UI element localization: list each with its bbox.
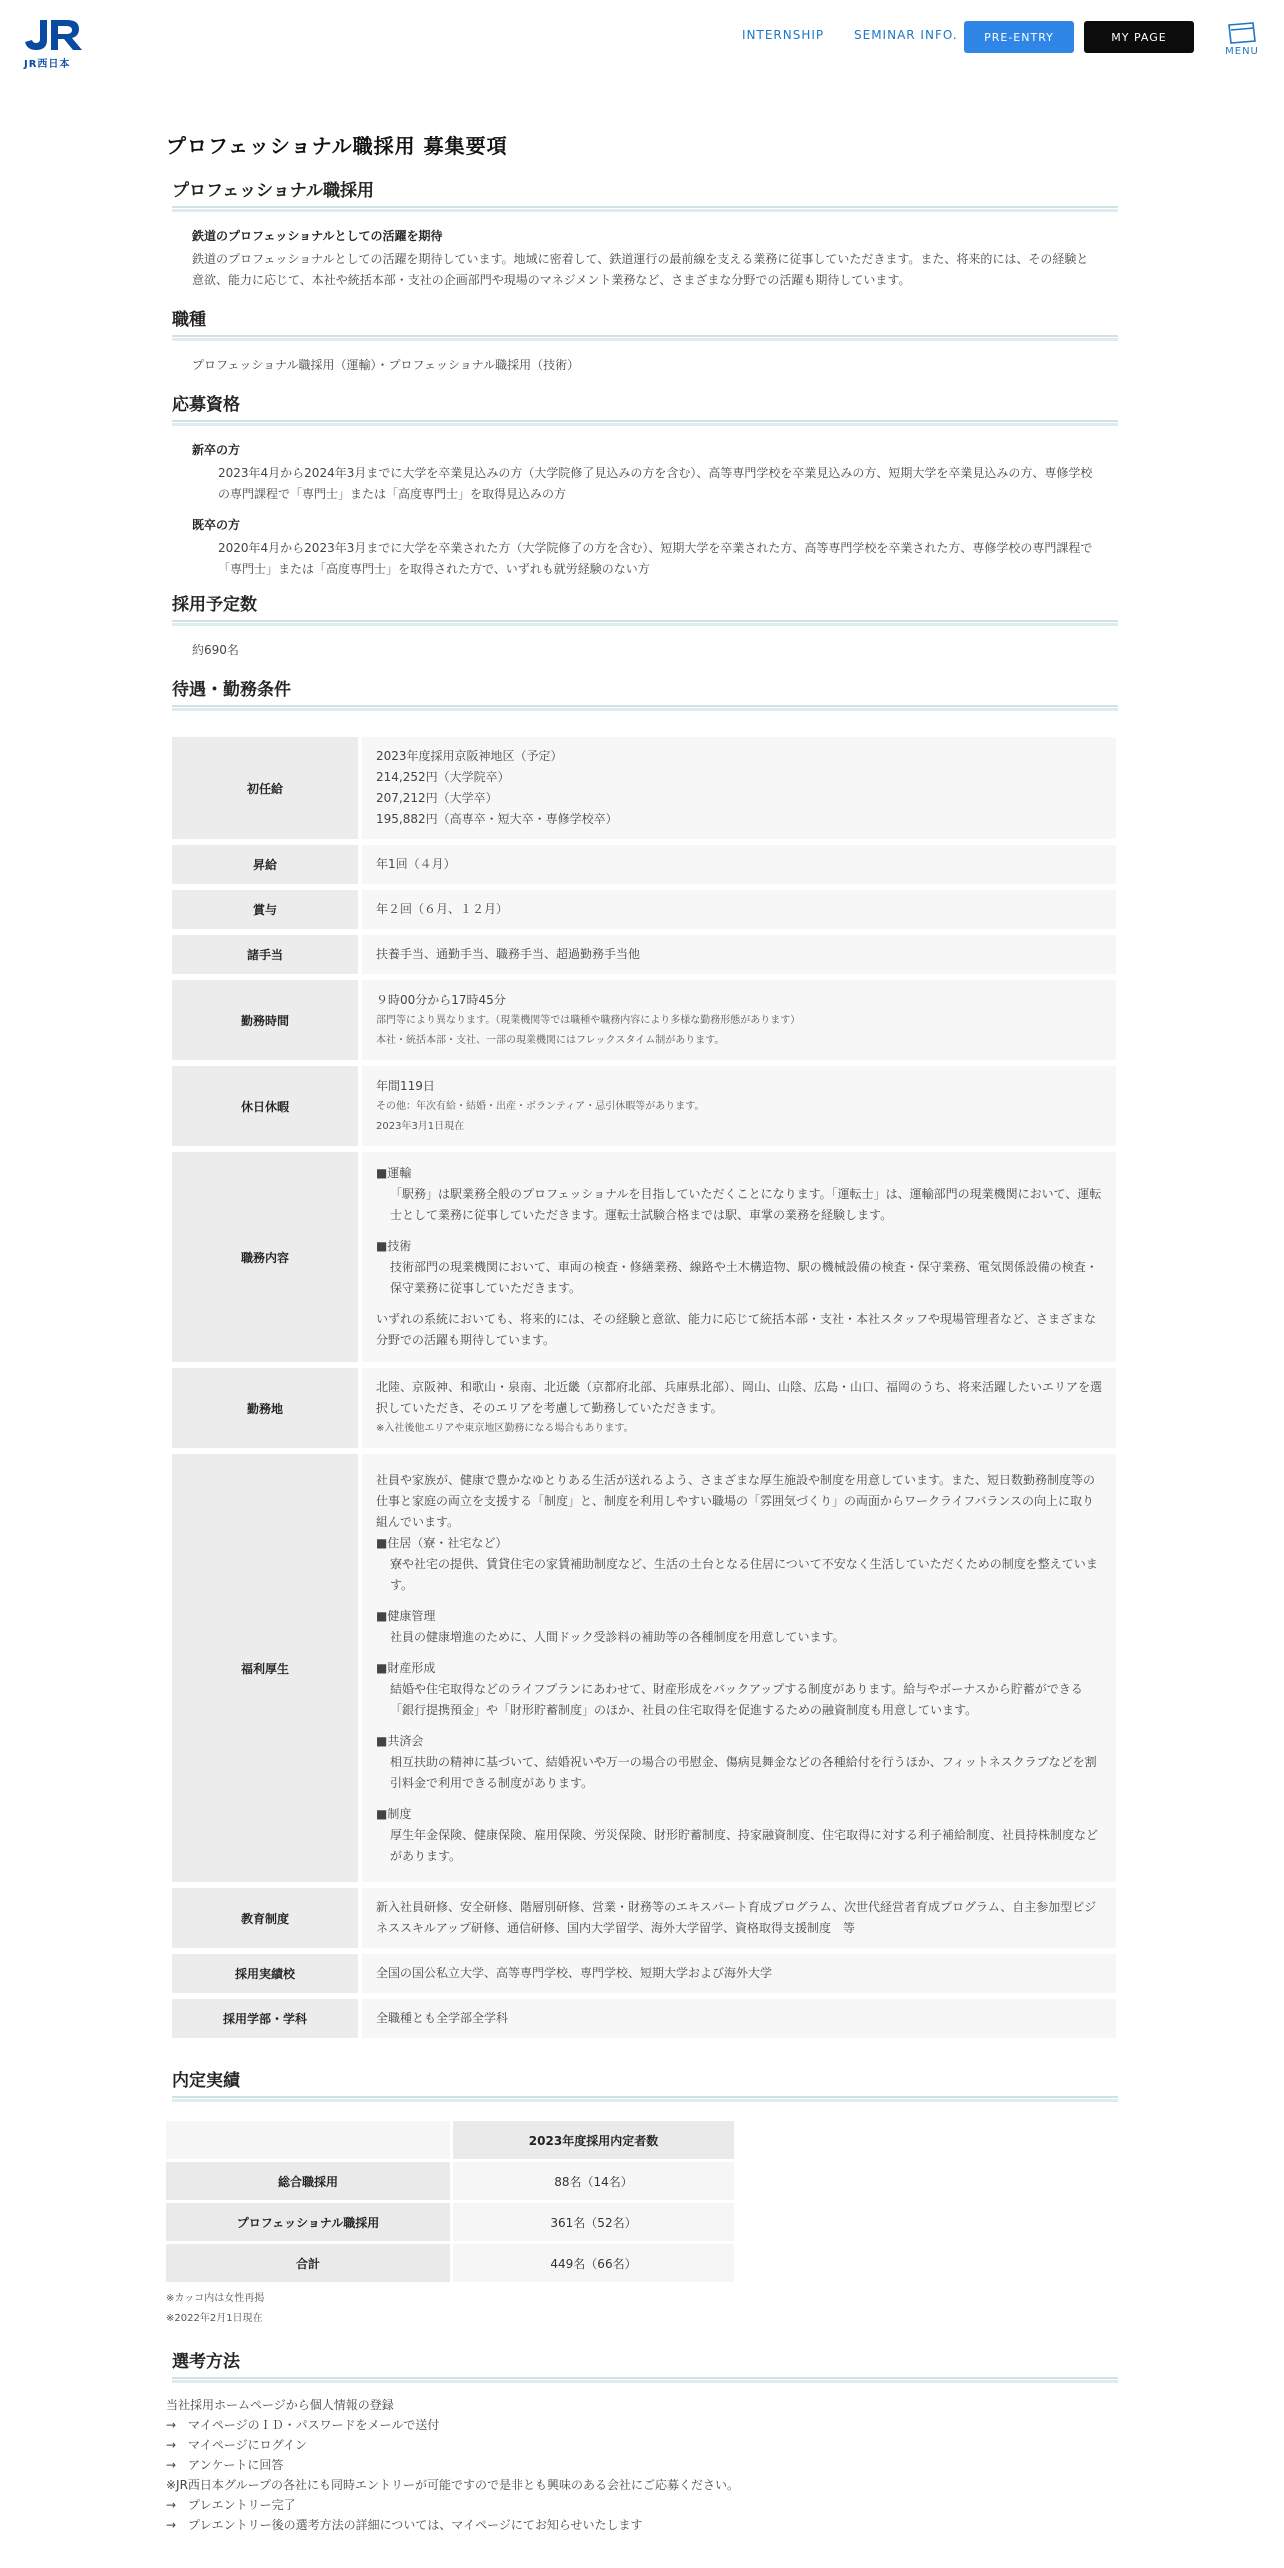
- row-label: 諸手当: [172, 935, 358, 974]
- holidays-note: 2023年3月1日現在: [376, 1120, 465, 1132]
- row-value: 扶養手当、通勤手当、職務手当、超過勤務手当他: [358, 935, 1116, 974]
- table-row: [172, 1066, 1116, 1146]
- row-label: 総合職採用: [166, 2162, 450, 2200]
- jr-logo-mark: [24, 18, 86, 52]
- row-label: 福利厚生: [172, 1454, 358, 1882]
- section-title-job-type: 職種: [172, 310, 206, 330]
- subheading: 鉄道のプロフェッショナルとしての活躍を期待: [192, 229, 443, 243]
- footnote: ※カッコ内は女性再掲: [166, 2293, 265, 2304]
- row-value: [358, 737, 1116, 839]
- duty-heading: ■運輸: [376, 1166, 412, 1180]
- section-conditions: [166, 675, 1118, 2044]
- welfare-heading: ■共済会: [376, 1733, 424, 1748]
- section-qualifications: [166, 390, 1118, 580]
- row-value: [358, 1066, 1116, 1146]
- welfare-heading: ■制度: [376, 1806, 412, 1821]
- table-row: [172, 1152, 1116, 1362]
- row-value: [358, 1454, 1116, 1882]
- section-hiring-count: [166, 590, 1118, 661]
- pay-line: 2023年度採用京阪神地区（予定）: [376, 749, 563, 763]
- subheading-new-grad: 新卒の方: [192, 443, 241, 457]
- table-row: [172, 1954, 1116, 1993]
- location-note: ※入社後他エリアや東京地区勤務になる場合もあります。: [376, 1423, 634, 1434]
- holidays-text: 年間119日: [376, 1078, 435, 1093]
- welfare-heading: ■住居（寮・社宅など）: [376, 1535, 508, 1550]
- menu-label: MENU: [1225, 46, 1259, 57]
- section-divider: [172, 705, 1118, 711]
- table-row: [166, 2162, 734, 2200]
- table-row: [166, 2244, 734, 2282]
- row-value: 449名（66名）: [450, 2244, 734, 2282]
- section-title-professional: プロフェッショナル職採用: [172, 181, 374, 201]
- section-selection: [166, 2347, 1118, 2535]
- new-grad-text: 2023年4月から2024年3月までに大学を卒業見込みの方（大学院修了見込みの方を含む）、高等専門学校を卒業見込みの方、短期大学を卒業見込みの方、専修学校の専門課程で「専門士」または「高度専門士」を取得見込みの方: [218, 466, 1093, 501]
- column-header: 2023年度採用内定者数: [450, 2121, 734, 2159]
- graduates-text: 2020年4月から2023年3月までに大学を卒業された方（大学院修了の方を含む）、短期大学を卒業された方、高等専門学校を卒業された方、専修学校の専門課程で「専門士」または「高度専門士」を取得された方で、いずれも就労経験のない方: [218, 541, 1093, 576]
- jr-west-logo[interactable]: [24, 18, 90, 70]
- row-label: 教育制度: [172, 1888, 358, 1948]
- table-row: [172, 845, 1116, 884]
- table-row: [172, 1368, 1116, 1448]
- list-item: → マイページのＩＤ・パスワードをメールで送付: [166, 2418, 440, 2432]
- welfare-intro: 社員や家族が、健康で豊かなゆとりある生活が送れるよう、さまざまな厚生施設や制度を用意しています。また、短日数勤務制度等の仕事と家庭の両立を支援する「制度」と、制度を利用しやすい職場の「雰囲気づくり」の両面からワークライフバランスの向上に取り組んでいます。: [376, 1472, 1096, 1529]
- holidays-note: その他：年次有給・結婚・出産・ボランティア・忌引休暇等があります。: [376, 1100, 705, 1112]
- section-divider: [172, 2096, 1118, 2102]
- subheading-graduates: 既卒の方: [192, 518, 241, 532]
- offers-table: [166, 2118, 734, 2285]
- duty-text: 「駅務」は駅業務全般のプロフェッショナルを目指していただくことになります。「運転士」は、運輸部門の現業機関において、運転士として業務に従事していただきます。運転士試験合格までは駅、車掌の業務を経験します。: [390, 1187, 1102, 1222]
- section-job-type: [166, 305, 1118, 376]
- row-value: 新入社員研修、安全研修、階層別研修、営業・財務等のエキスパート育成プログラム、次世代経営者育成プログラム、自主参加型ビジネススキルアップ研修、通信研修、国内大学留学、海外大学留学、資格取得支援制度 等: [358, 1888, 1116, 1948]
- section-title-conditions: 待遇・勤務条件: [172, 680, 291, 700]
- list-item: → アンケートに回答: [166, 2458, 284, 2472]
- section-divider: [172, 2377, 1118, 2383]
- row-label: プロフェッショナル職採用: [166, 2203, 450, 2241]
- list-item: → プレエントリー後の選考方法の詳細については、マイページにてお知らせいたします: [166, 2518, 643, 2532]
- table-header-row: [166, 2121, 734, 2159]
- table-row: [172, 935, 1116, 974]
- row-label: 勤務地: [172, 1368, 358, 1448]
- row-label: 採用実績校: [172, 1954, 358, 1993]
- section-text: 鉄道のプロフェッショナルとしての活躍を期待しています。地域に密着して、鉄道運行の最前線を支える業務に従事していただきます。また、将来的には、その経験と意欲、能力に応じて、本社や統括本部・支社の企画部門や現場のマネジメント業務など、さまざまな分野での活躍も期待しています。: [192, 252, 1089, 287]
- location-text: 北陸、京阪神、和歌山・泉南、北近畿（京都府北部、兵庫県北部）、岡山、山陰、広島・山口、福岡のうち、将来活躍したいエリアを選択していただき、そのエリアを考慮して勤務していただきます。: [376, 1380, 1103, 1415]
- row-value: 全職種とも全学部全学科: [358, 1999, 1116, 2038]
- welfare-text: 相互扶助の精神に基づいて、結婚祝いや万一の場合の弔慰金、傷病見舞金などの各種給付を行うほか、フィットネスクラブなどを割引料金で利用できる制度があります。: [390, 1754, 1097, 1790]
- row-label: 賞与: [172, 890, 358, 929]
- row-label: 職務内容: [172, 1152, 358, 1362]
- row-label: 勤務時間: [172, 980, 358, 1060]
- row-value: [358, 1368, 1116, 1448]
- duty-heading: ■技術: [376, 1239, 412, 1253]
- table-row: [172, 1454, 1116, 1882]
- welfare-text: 寮や社宅の提供、賃貸住宅の家賃補助制度など、生活の土台となる住居について不安なく生活していただくための制度を整えています。: [390, 1556, 1098, 1592]
- table-row: [172, 890, 1116, 929]
- section-title-selection: 選考方法: [172, 2352, 240, 2372]
- row-value: 年２回（６月、１２月）: [358, 890, 1116, 929]
- row-label: 昇給: [172, 845, 358, 884]
- welfare-text: 結婚や住宅取得などのライフプランにあわせて、財産形成をバックアップする制度があります。給与やボーナスから貯蓄ができる「銀行提携預金」や「財形貯蓄制度」のほか、社員の住宅取得を促進するための融資制度も用意しています。: [390, 1681, 1083, 1717]
- welfare-heading: ■財産形成: [376, 1660, 436, 1675]
- row-label: 休日休暇: [172, 1066, 358, 1146]
- selection-steps: [166, 2395, 1118, 2535]
- duty-text: 技術部門の現業機関において、車両の検査・修繕業務、線路や土木構造物、駅の機械設備の検査・保守業務、電気関係設備の検査・保守業務に従事していただきます。: [390, 1260, 1098, 1295]
- table-row: [172, 1999, 1116, 2038]
- table-row: [166, 2203, 734, 2241]
- row-value: [358, 1152, 1116, 1362]
- menu-icon: [1227, 22, 1257, 44]
- row-value: 全国の国公私立大学、高等専門学校、専門学校、短期大学および海外大学: [358, 1954, 1116, 1993]
- welfare-heading: ■健康管理: [376, 1608, 436, 1623]
- logo-text: JR西日本: [24, 59, 71, 70]
- menu-button[interactable]: [1222, 22, 1262, 62]
- row-label: 初任給: [172, 737, 358, 839]
- list-item: → プレエントリー完了: [166, 2498, 296, 2512]
- pay-line: 207,212円（大学卒）: [376, 791, 498, 805]
- section-title-hiring-count: 採用予定数: [172, 595, 257, 615]
- page-title: プロフェッショナル職採用 募集要項: [166, 134, 508, 158]
- table-row: [172, 980, 1116, 1060]
- row-label: 採用学部・学科: [172, 1999, 358, 2038]
- section-text: プロフェッショナル職採用（運輸）・プロフェッショナル職採用（技術）: [192, 358, 580, 372]
- row-value: [358, 980, 1116, 1060]
- section-text: 約690名: [192, 643, 239, 657]
- hours-text: ９時00分から17時45分: [376, 992, 506, 1007]
- row-value: 361名（52名）: [450, 2203, 734, 2241]
- list-item: 当社採用ホームページから個人情報の登録: [166, 2398, 394, 2412]
- list-item: → マイページにログイン: [166, 2438, 307, 2452]
- footnote: ※2022年2月1日現在: [166, 2313, 263, 2324]
- section-professional: [166, 176, 1118, 291]
- nav-internship[interactable]: INTERNSHIP: [742, 28, 825, 42]
- hours-note: 本社・統括本部・支社、一部の現業機関にはフレックスタイム制があります。: [376, 1034, 725, 1046]
- row-value: 年1回（４月）: [358, 845, 1116, 884]
- nav-seminar-info[interactable]: SEMINAR INFO.: [854, 28, 958, 42]
- list-item: ※JR西日本グループの各社にも同時エントリーが可能ですので是非とも興味のある会社にご応募ください。: [166, 2478, 739, 2492]
- pay-line: 195,882円（高専卒・短大卒・専修学校卒）: [376, 812, 618, 826]
- table-row: [172, 1888, 1116, 1948]
- row-label: 合計: [166, 2244, 450, 2282]
- row-value: 88名（14名）: [450, 2162, 734, 2200]
- welfare-text: 厚生年金保険、健康保険、雇用保険、労災保険、財形貯蓄制度、持家融資制度、住宅取得に対する利子補給制度、社員持株制度などがあります。: [390, 1827, 1099, 1863]
- section-offers: [166, 2066, 1118, 2329]
- main-content: [166, 128, 1118, 2535]
- pre-entry-button[interactable]: PRE-ENTRY: [964, 21, 1074, 53]
- header-blank-cell: [166, 2121, 450, 2159]
- pay-line: 214,252円（大学院卒）: [376, 770, 510, 784]
- table-row: [172, 737, 1116, 839]
- my-page-button[interactable]: MY PAGE: [1084, 21, 1194, 53]
- duty-text: いずれの系統においても、将来的には、その経験と意欲、能力に応じて統括本部・支社・本社スタッフや現場管理者など、さまざまな分野での活躍も期待しています。: [376, 1312, 1097, 1347]
- conditions-table: [172, 731, 1116, 2044]
- section-title-qualifications: 応募資格: [172, 395, 240, 415]
- hours-note: 部門等により異なります。（現業機関等では職種や職務内容により多様な勤務形態があります）: [376, 1014, 801, 1026]
- welfare-text: 社員の健康増進のために、人間ドック受診料の補助等の各種制度を用意しています。: [390, 1629, 845, 1644]
- section-title-offers: 内定実績: [172, 2071, 240, 2091]
